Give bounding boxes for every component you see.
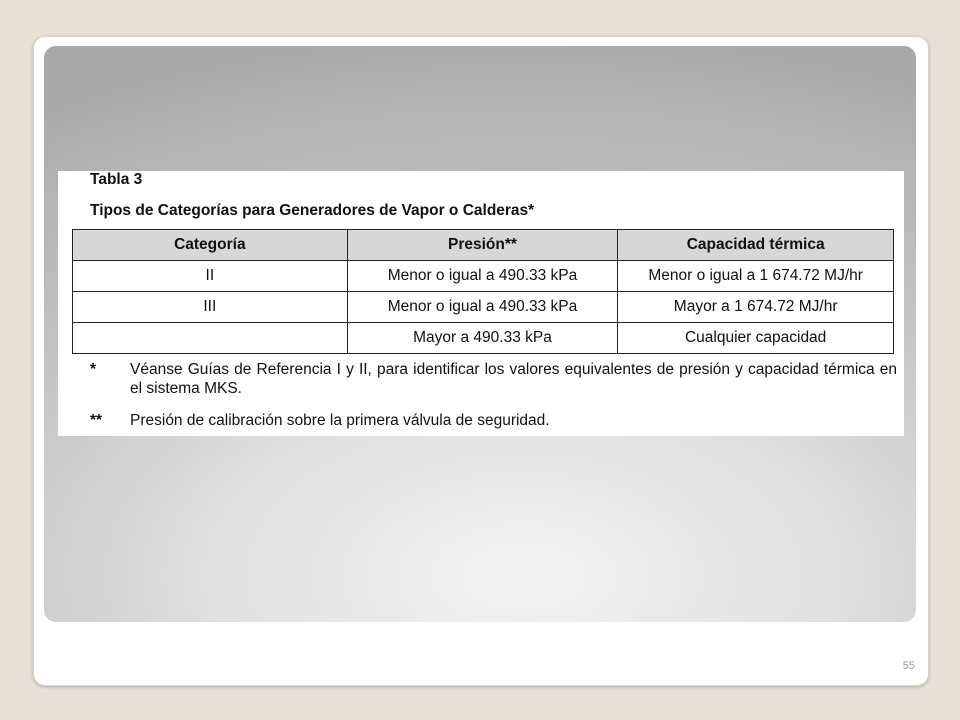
table-cell: Mayor a 1 674.72 MJ/hr bbox=[618, 292, 894, 323]
page-number: 55 bbox=[902, 660, 915, 672]
table-header-row bbox=[73, 230, 894, 261]
table-cell bbox=[73, 323, 348, 354]
table-cell: Cualquier capacidad bbox=[618, 323, 894, 354]
footnote-text: Presión de calibración sobre la primera válvula de seguridad. bbox=[130, 412, 550, 429]
table-cell: II bbox=[73, 261, 348, 292]
footnote-mark: * bbox=[90, 361, 97, 378]
table-image bbox=[58, 171, 904, 436]
table-subtitle: Tipos de Categorías para Generadores de Vapor o Calderas* bbox=[90, 202, 535, 219]
categories-table bbox=[72, 229, 894, 354]
table-cell: Menor o igual a 490.33 kPa bbox=[347, 292, 618, 323]
header-capacidad: Capacidad térmica bbox=[618, 230, 894, 261]
header-presion: Presión** bbox=[347, 230, 618, 261]
table-row bbox=[73, 261, 894, 292]
table-cell: Menor o igual a 490.33 kPa bbox=[347, 261, 618, 292]
table-cell: III bbox=[73, 292, 348, 323]
table-cell: Menor o igual a 1 674.72 MJ/hr bbox=[618, 261, 894, 292]
footnote-mark: ** bbox=[90, 412, 103, 429]
footnote-text: Véanse Guías de Referencia I y II, para identificar los valores equivalentes de presión y capacidad térmica en el sistema MKS. bbox=[130, 361, 897, 397]
table-cell: Mayor a 490.33 kPa bbox=[347, 323, 618, 354]
header-categoria: Categoría bbox=[73, 230, 348, 261]
table-row bbox=[73, 323, 894, 354]
table-title: Tabla 3 bbox=[90, 171, 143, 188]
table-row bbox=[73, 292, 894, 323]
